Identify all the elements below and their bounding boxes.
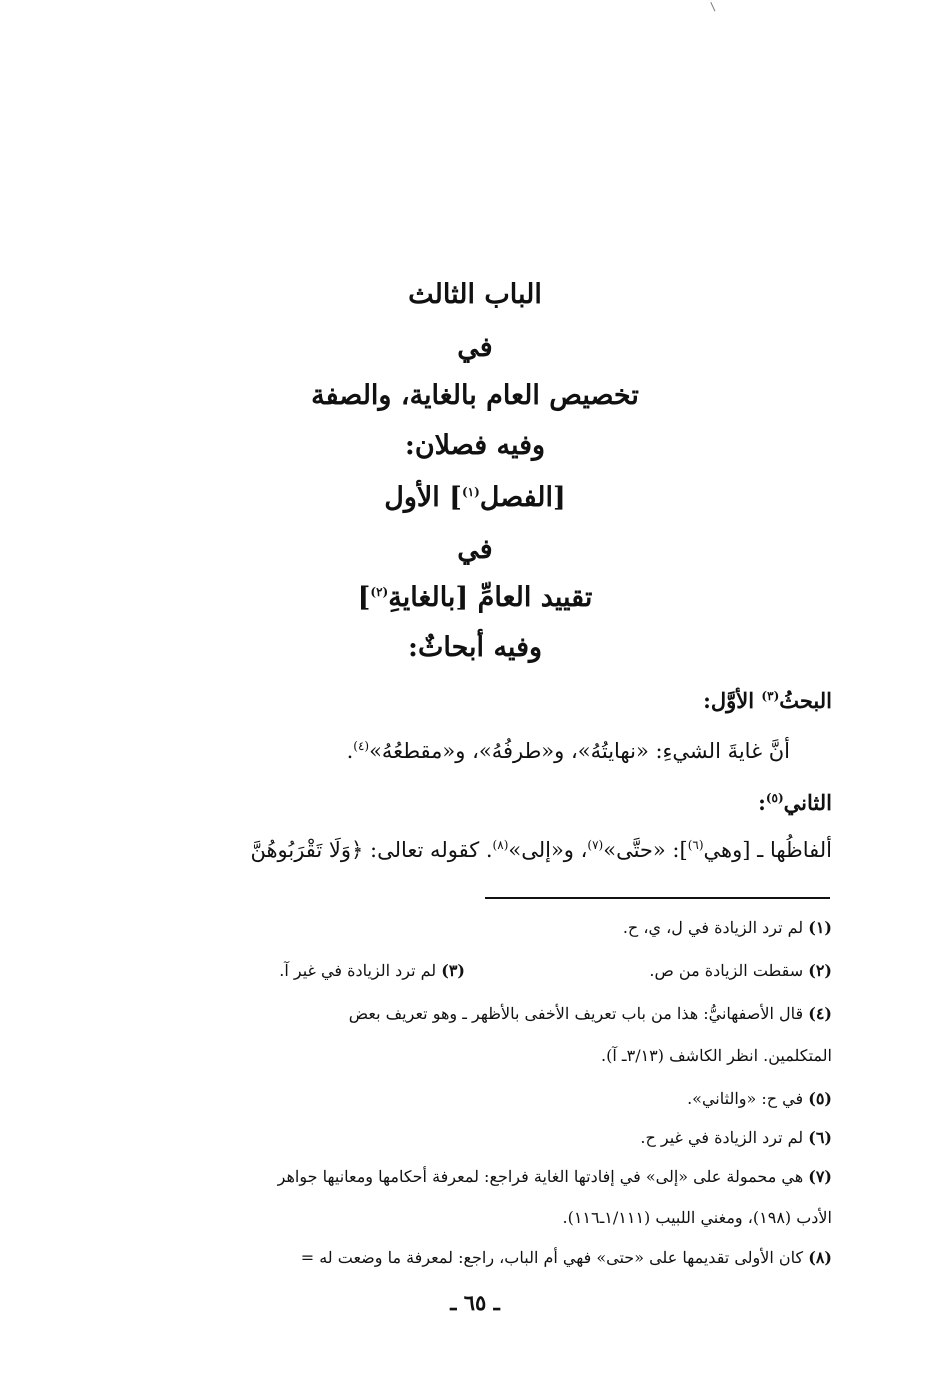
footnote-2-text: سقطت الزيادة من ص. (649, 961, 804, 980)
taqyid-suffix: ] (357, 582, 371, 613)
bahth-second-ref: (٥) (765, 791, 784, 805)
footnote-3 (279, 957, 465, 985)
footnote-1 (623, 914, 832, 942)
footnote-4-line-2: المتكلمين. انظر الكاشف (٣/١٣ـ آ). (601, 1046, 832, 1065)
footnote-6 (640, 1124, 832, 1152)
footnote-5-number: (٥) (808, 1089, 832, 1108)
fasl-prefix: [الفصل (479, 482, 566, 513)
footnote-7-line-2: الأدب (١٩٨)، ومغني اللبيب (١/١١١ـ١١٦). (562, 1208, 832, 1227)
fasl-footnote-ref: (١) (461, 485, 480, 499)
footnote-3-number: (٣) (441, 961, 465, 980)
abhath-heading: وفيه أبحاثٌ: (407, 632, 543, 663)
chapter-subject: تخصيص العام بالغاية، والصفة (311, 380, 639, 411)
footnote-6-number: (٦) (808, 1128, 832, 1147)
fasl-heading (0, 478, 950, 518)
chapter-fi: في (457, 332, 493, 363)
definition-ref: (٤) (353, 739, 370, 753)
footnote-7-line-1 (278, 1163, 832, 1191)
footnote-2-number: (٢) (808, 961, 832, 980)
footnote-4-text-1: قال الأصفهانيُّ: هذا من باب تعريف الأخفى بالأظهر ـ وهو تعريف بعض (348, 1004, 804, 1023)
footnote-7-number: (٧) (808, 1167, 832, 1186)
fasl-suffix: ] الأول (384, 482, 462, 513)
alfaz-part-d: . كقوله تعالى: ﴿وَلَا تَقْرَبُوهُنَّ (250, 838, 493, 862)
alfaz-part-b: ]: «حتَّى» (603, 838, 688, 862)
definition-line (70, 734, 790, 768)
alfaz-ref-7: (٧) (587, 838, 604, 852)
footnote-1-text: لم ترد الزيادة في ل، ي، ح. (622, 918, 804, 937)
taqyid-heading (0, 578, 950, 618)
alfaz-part-c: ، و«إلى» (508, 838, 588, 862)
alfaz-line (112, 833, 832, 867)
footnote-8-number: (٨) (808, 1248, 832, 1267)
footnote-8-text: كان الأولى تقديمها على «حتى» فهي أم الباب، راجع: لمعرفة ما وضعت له = (300, 1248, 804, 1267)
chapter-title: الباب الثالث (408, 279, 542, 310)
alfaz-part-a: ألفاظُها ـ [وهي (703, 838, 832, 862)
bahth-second-suffix: : (758, 790, 766, 815)
footnote-4-line-1 (349, 1000, 832, 1028)
footnote-3-text: لم ترد الزيادة في غير آ. (279, 961, 437, 980)
fasl-fi: في (457, 534, 493, 565)
footnote-7-text-1: هي محمولة على «إلى» في إفادتها الغاية فراجع: لمعرفة أحكامها ومعانيها جواهر (277, 1167, 804, 1186)
bahth-second-heading (112, 786, 832, 820)
footnote-5-text: في ح: «والثاني». (687, 1089, 804, 1108)
definition-text: أنَّ غايةَ الشيءِ: «نهايتُهُ»، و«طرفُهُ»، و«مقطعُهُ» (369, 739, 790, 763)
bahth-second-title: الثاني (783, 790, 832, 815)
scan-mark (710, 0, 722, 11)
footnote-8 (301, 1244, 832, 1272)
footnote-4-number: (٤) (808, 1004, 832, 1023)
alfaz-ref-8: (٨) (492, 838, 509, 852)
bahth-first-title: البحثُ (779, 688, 832, 713)
definition-end: . (346, 739, 354, 763)
footnote-6-text: لم ترد الزيادة في غير ح. (640, 1128, 804, 1147)
fasl-count: وفيه فصلان: (404, 430, 546, 461)
footnote-1-number: (١) (808, 918, 832, 937)
footnote-divider (485, 897, 830, 899)
taqyid-prefix: تقييد العامِّ [بالغايةِ (388, 582, 593, 613)
bahth-first-suffix: الأوَّل: (703, 688, 762, 713)
bahth-first-ref: (٣) (761, 689, 780, 703)
alfaz-ref-6: (٦) (687, 838, 704, 852)
bahth-first-heading (112, 684, 832, 718)
footnote-5 (687, 1085, 832, 1113)
page-number: ـ ٦٥ ـ (450, 1290, 500, 1315)
taqyid-footnote-ref: (٢) (370, 585, 389, 599)
footnote-2 (649, 957, 832, 985)
